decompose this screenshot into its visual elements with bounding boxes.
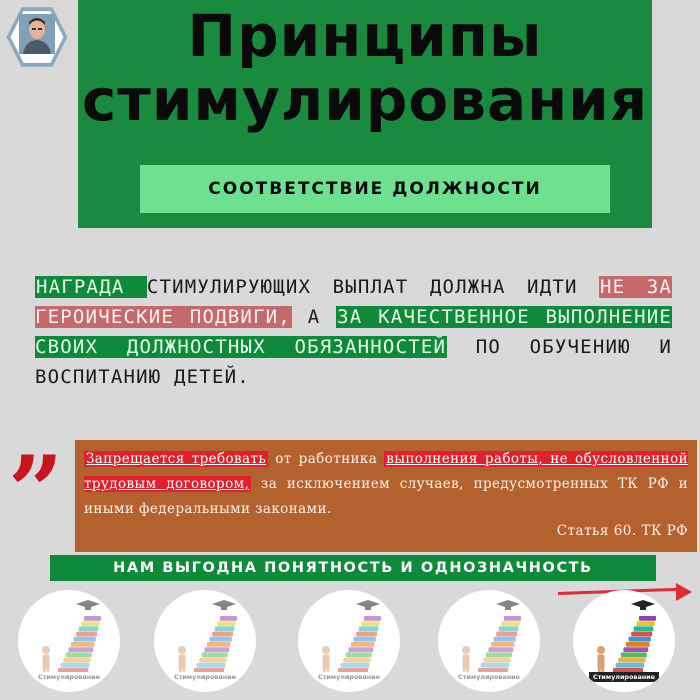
quote-plain: за исключением случаев, предусмотренных ТК РФ и иными федеральными законами. xyxy=(84,476,688,517)
paragraph-text: СТИМУЛИРУЮЩИХ ВЫПЛАТ ДОЛЖНА ИДТИ xyxy=(146,276,600,298)
title-line-1: Принципы xyxy=(187,2,543,70)
step-circle-4[interactable] xyxy=(438,590,540,692)
highlight-reward: НАГРАДА xyxy=(36,276,146,298)
highlight-not-heroic: НЕ ЗА ГЕРОИЧЕСКИЕ ПОДВИГИ, xyxy=(35,276,672,328)
person-icon xyxy=(19,14,55,54)
subtitle: СООТВЕТСТВИЕ ДОЛЖНОСТИ xyxy=(208,179,542,199)
step-label: Стимулирование xyxy=(170,672,240,682)
conclusion-text: НАМ ВЫГОДНА ПОНЯТНОСТЬ И ОДНОЗНАЧНОСТЬ xyxy=(113,560,593,576)
principle-paragraph xyxy=(35,272,672,392)
quote-highlight-prohibited: Запрещается требовать xyxy=(86,451,267,467)
quote-highlight-work: выполнения работы, не обусловленной трудовым договором, xyxy=(84,451,689,492)
paragraph-text: ПО ОБУЧЕНИЮ И ВОСПИТАНИЮ ДЕТЕЙ. xyxy=(35,336,672,388)
step-circle-1[interactable] xyxy=(18,590,120,692)
avatar xyxy=(19,14,55,54)
step-circle-5[interactable] xyxy=(573,590,675,692)
arrow-head-icon xyxy=(676,583,692,601)
step-circle-2[interactable] xyxy=(154,590,256,692)
quote-text xyxy=(84,447,688,522)
step-label: Стимулирование xyxy=(589,672,659,682)
title-line-2: стимулирования xyxy=(81,66,649,134)
quote-plain: от работника xyxy=(268,451,385,467)
page-title xyxy=(78,4,652,132)
step-circle-3[interactable] xyxy=(298,590,400,692)
step-label: Стимулирование xyxy=(454,672,524,682)
quote-source: Статья 60. ТК РФ xyxy=(556,523,688,539)
step-label: Стимулирование xyxy=(314,672,384,682)
step-label: Стимулирование xyxy=(34,672,104,682)
highlight-quality: ЗА КАЧЕСТВЕННОЕ ВЫПОЛНЕНИЕ СВОИХ ДОЛЖНОСТНЫХ ОБЯЗАННОСТЕЙ xyxy=(35,306,672,358)
paragraph-text: А xyxy=(291,306,337,328)
quote-mark-icon: ” xyxy=(8,435,64,548)
